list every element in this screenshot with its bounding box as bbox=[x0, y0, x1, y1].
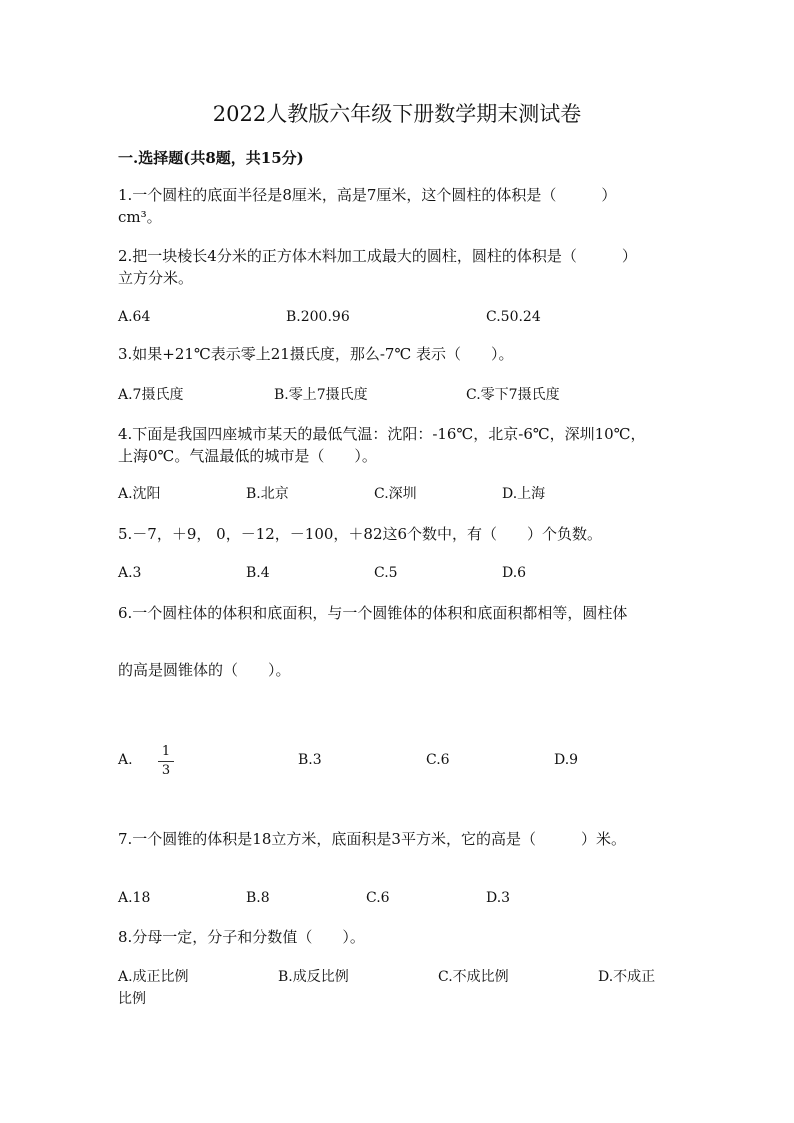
question-7-option-b: B.8 bbox=[246, 890, 270, 906]
question-4-option-a: A.沈阳 bbox=[118, 486, 161, 502]
question-7-option-c: C.6 bbox=[366, 890, 390, 906]
question-3-option-a: A.7摄氏度 bbox=[118, 387, 184, 403]
question-2-option-c: C.50.24 bbox=[486, 309, 541, 325]
question-3-option-b: B.零上7摄氏度 bbox=[274, 387, 368, 403]
question-3-line-1: 3.如果+21℃表示零上21摄氏度，那么-7℃ 表示（ ）。 bbox=[118, 345, 514, 363]
page-title: 2022人教版六年级下册数学期末测试卷 bbox=[212, 102, 582, 126]
question-5-option-c: C.5 bbox=[374, 565, 398, 581]
question-5-option-d: D.6 bbox=[502, 565, 527, 581]
fraction-denominator: 3 bbox=[161, 763, 171, 778]
question-2-line-1: 2.把一块棱长4分米的正方体木料加工成最大的圆柱，圆柱的体积是（ ） bbox=[118, 247, 637, 265]
question-1-line-1: 1.一个圆柱的底面半径是8厘米，高是7厘米，这个圆柱的体积是（ ） bbox=[118, 186, 617, 204]
question-8-option-b: B.成反比例 bbox=[278, 969, 349, 985]
question-5-line-1: 5.－7，＋9， 0，－12，－100，＋82这6个数中，有（ ）个负数。 bbox=[118, 525, 603, 543]
fraction-bar bbox=[158, 761, 174, 762]
question-6-option-c: C.6 bbox=[426, 752, 450, 768]
fraction-numerator: 1 bbox=[161, 744, 171, 759]
question-3-option-c: C.零下7摄氏度 bbox=[466, 387, 560, 403]
question-4-option-b: B.北京 bbox=[246, 486, 289, 502]
question-7-line-1: 7.一个圆锥的体积是18立方米，底面积是3平方米，它的高是（ ）米。 bbox=[118, 830, 626, 848]
question-7-option-d: D.3 bbox=[486, 890, 511, 906]
question-1-line-2: cm³。 bbox=[118, 208, 162, 226]
question-6-line-1: 6.一个圆柱体的体积和底面积，与一个圆锥体的体积和底面积都相等，圆柱体 bbox=[118, 604, 628, 622]
question-2-option-a: A.64 bbox=[118, 309, 151, 325]
question-7-option-a: A.18 bbox=[118, 890, 151, 906]
question-6-option-a-label: A. bbox=[118, 752, 133, 768]
question-8-option-d-wrap: 比例 bbox=[118, 991, 146, 1007]
question-5-option-a: A.3 bbox=[118, 565, 142, 581]
question-5-option-b: B.4 bbox=[246, 565, 270, 581]
question-4-option-c: C.深圳 bbox=[374, 486, 417, 502]
question-6-line-2: 的高是圆锥体的（ ）。 bbox=[118, 661, 291, 679]
question-4-line-2: 上海0℃。气温最低的城市是（ ）。 bbox=[118, 447, 377, 465]
question-2-option-b: B.200.96 bbox=[286, 309, 350, 325]
question-6-option-a-fraction bbox=[158, 744, 174, 779]
section-heading: 一.选择题(共8题，共15分) bbox=[118, 149, 304, 167]
question-8-option-d: D.不成正 bbox=[598, 969, 656, 985]
question-8-line-1: 8.分母一定，分子和分数值（ ）。 bbox=[118, 928, 365, 946]
question-4-option-d: D.上海 bbox=[502, 486, 546, 502]
question-8-option-c: C.不成比例 bbox=[438, 969, 509, 985]
question-2-line-2: 立方分米。 bbox=[118, 269, 194, 287]
question-6-option-d: D.9 bbox=[554, 752, 579, 768]
question-4-line-1: 4.下面是我国四座城市某天的最低气温：沈阳：-16℃，北京-6℃，深圳10℃， bbox=[118, 425, 646, 443]
question-6-option-b: B.3 bbox=[298, 752, 322, 768]
question-8-option-a: A.成正比例 bbox=[118, 969, 189, 985]
